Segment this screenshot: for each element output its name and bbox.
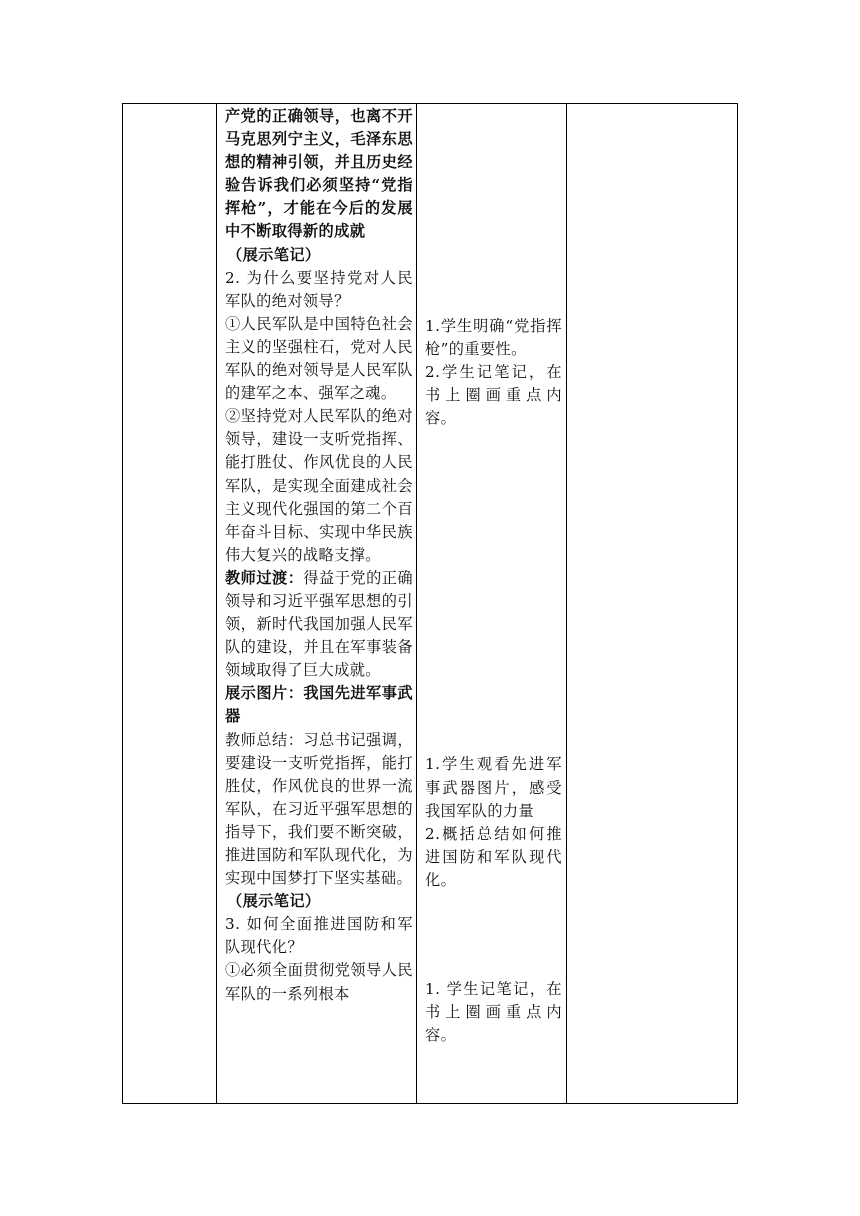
show-notes-label-2: （展示笔记） xyxy=(227,892,321,911)
design-intent-cell xyxy=(567,104,738,1104)
lesson-plan-table xyxy=(122,103,738,1104)
list-item: 2.概括总结如何推进国防和军队现代化。 xyxy=(425,824,562,889)
teacher-summary: 教师总结：习总书记强调，要建设一支听党指挥，能打胜仗，作风优良的世界一流军队，在习近平强军思想的指导下，我们要不断突破，推进国防和军队现代化，为实现中国梦打下坚实基础。 xyxy=(225,730,413,888)
show-pictures-label: 展示图片：我国先进军事武器 xyxy=(225,684,413,726)
student-activity-block-1 xyxy=(425,315,562,430)
list-item: 1.学生明确“党指挥枪”的重要性。 xyxy=(425,317,562,359)
list-item: 2.学生记笔记，在书上圈画重点内容。 xyxy=(425,363,562,428)
answer-2-point-1: ①人民军队是中国特色社会主义的坚强柱石，党对人民军队的绝对领导是人民军队的建军之本、强军之魂。 xyxy=(225,314,413,403)
list-item: 1. 学生记笔记，在书上圈画重点内容。 xyxy=(425,980,562,1045)
student-activity-block-2 xyxy=(425,753,562,892)
transition-label: 教师过渡： xyxy=(225,568,304,587)
student-activity-block-3 xyxy=(425,978,562,1047)
answer-2-point-2: ②坚持党对人民军队的绝对领导，建设一支听党指挥、能打胜仗、作风优良的人民军队，是实现全面建成社会主义现代化强国的第二个百年奋斗目标、实现中华民族伟大复兴的战略支撑。 xyxy=(225,407,413,564)
teacher-transition xyxy=(225,567,413,682)
teacher-activity-cell xyxy=(217,104,417,1104)
conclusion-paragraph: 产党的正确领导，也离不开马克思列宁主义，毛泽东思想的精神引领，并且历史经验告诉我们必须坚持“党指挥枪”，才能在今后的发展中不断取得新的成就 xyxy=(225,107,413,241)
blank-column-cell xyxy=(123,104,217,1104)
transition-text: 得益于党的正确领导和习近平强军思想的引领，新时代我国加强人民军队的建设，并且在军事装备领域取得了巨大成就。 xyxy=(225,568,413,680)
show-notes-label: （展示笔记） xyxy=(227,245,321,264)
question-2: 2. 为什么要坚持党对人民军队的绝对领导？ xyxy=(225,268,413,310)
student-activity-cell xyxy=(417,104,567,1104)
table-row xyxy=(123,104,738,1104)
question-3: 3. 如何全面推进国防和军队现代化？ xyxy=(225,915,413,957)
list-item: 1.学生观看先进军事武器图片，感受我国军队的力量 xyxy=(425,755,562,820)
answer-3-point-1: ①必须全面贯彻党领导人民军队的一系列根本 xyxy=(225,961,413,1003)
